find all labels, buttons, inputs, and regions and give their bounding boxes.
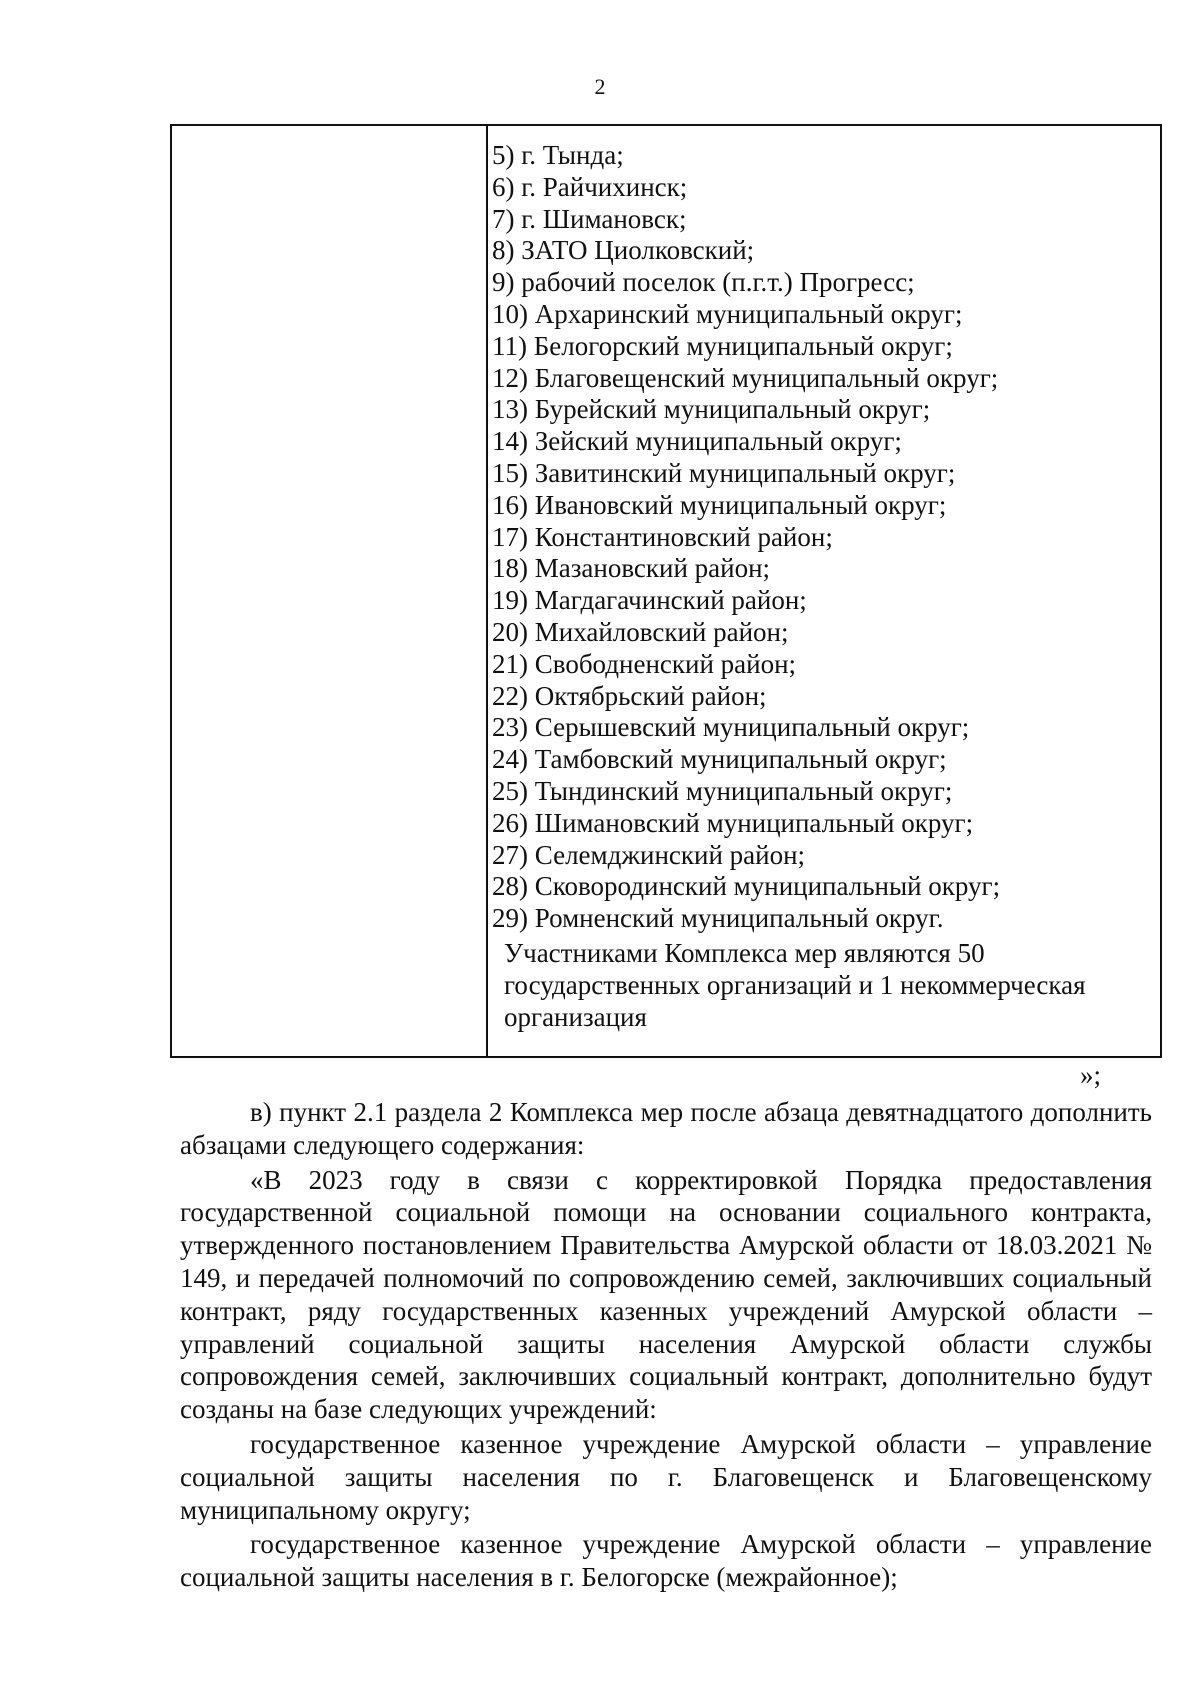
list-item: 12) Благовещенский муниципальный округ; <box>492 362 999 393</box>
list-item: 13) Бурейский муниципальный округ; <box>492 394 931 425</box>
list-item: 14) Зейский муниципальный округ; <box>492 426 902 457</box>
table-left-cell <box>172 126 488 1056</box>
list-item: 22) Октябрьский район; <box>492 680 767 711</box>
list-item: 8) ЗАТО Циолковский; <box>492 235 755 266</box>
list-item: 5) г. Тында; <box>492 140 624 170</box>
list-item: 6) г. Райчихинск; <box>492 171 688 202</box>
list-item: 21) Свободненский район; <box>492 648 797 679</box>
closing-quote: »; <box>1080 1060 1102 1090</box>
list-item: 17) Константиновский район; <box>492 521 833 552</box>
list-item: 24) Тамбовский муниципальный округ; <box>492 744 947 775</box>
list-item: 20) Михайловский район; <box>492 616 789 647</box>
list-item: 19) Магдагачинский район; <box>492 585 807 616</box>
list-item: 18) Мазановский район; <box>492 553 771 584</box>
list-item: 25) Тындинский муниципальный округ; <box>492 775 953 806</box>
municipalities-table <box>170 124 1162 1058</box>
list-item: 16) Ивановский муниципальный округ; <box>492 489 947 520</box>
paragraph-blagoveshchensk: государственное казенное учреждение Амурской области – управление социальной защиты населения по г. Благовещенск и Благовещенскому муниципальному округу; <box>180 1428 1152 1525</box>
list-item: 7) г. Шимановск; <box>492 203 687 234</box>
list-item: 11) Белогорский муниципальный округ; <box>492 330 953 361</box>
list-item: 9) рабочий поселок (п.г.т.) Прогресс; <box>492 267 915 298</box>
table-right-cell <box>492 140 1152 1033</box>
paragraph-amendment: в) пункт 2.1 раздела 2 Комплекса мер после абзаца девятнадцатого дополнить абзацами следующего содержания: <box>180 1097 1152 1160</box>
list-item: 29) Ромненский муниципальный округ. <box>492 903 944 934</box>
participants-text: Участниками Комплекса мер являются 50 государственных организаций и 1 некоммерческая организация <box>504 937 1086 1032</box>
list-item: 28) Сковородинский муниципальный округ; <box>492 871 1001 902</box>
list-item: 15) Завитинский муниципальный округ; <box>492 457 956 488</box>
list-item: 27) Селемджинский район; <box>492 839 806 870</box>
body-text <box>180 1096 1152 1594</box>
paragraph-belogorsk: государственное казенное учреждение Амурской области – управление социальной защиты населения в г. Белогорске (межрайонное); <box>180 1529 1152 1593</box>
list-item: 10) Архаринский муниципальный округ; <box>492 298 963 329</box>
list-item: 26) Шимановский муниципальный округ; <box>492 807 974 838</box>
list-item: 23) Серышевский муниципальный округ; <box>492 712 970 743</box>
page-number: 2 <box>594 74 606 99</box>
paragraph-2023: «В 2023 году в связи с корректировкой Порядка предоставления государственной социальной помощи на основании социального контракта, утвержденного постановлением Правительства Амурской области от 18.03.2021 № 149, и передачей полномочий по сопровождению семей, заключивших социальный контракт, ряду государственных казенных учреждений Амурской области – управлений социальной защиты населения Амурской области службы сопровождения семей, заключивших социальный контракт, дополнительно будут созданы на базе следующих учреждений: <box>180 1164 1152 1425</box>
